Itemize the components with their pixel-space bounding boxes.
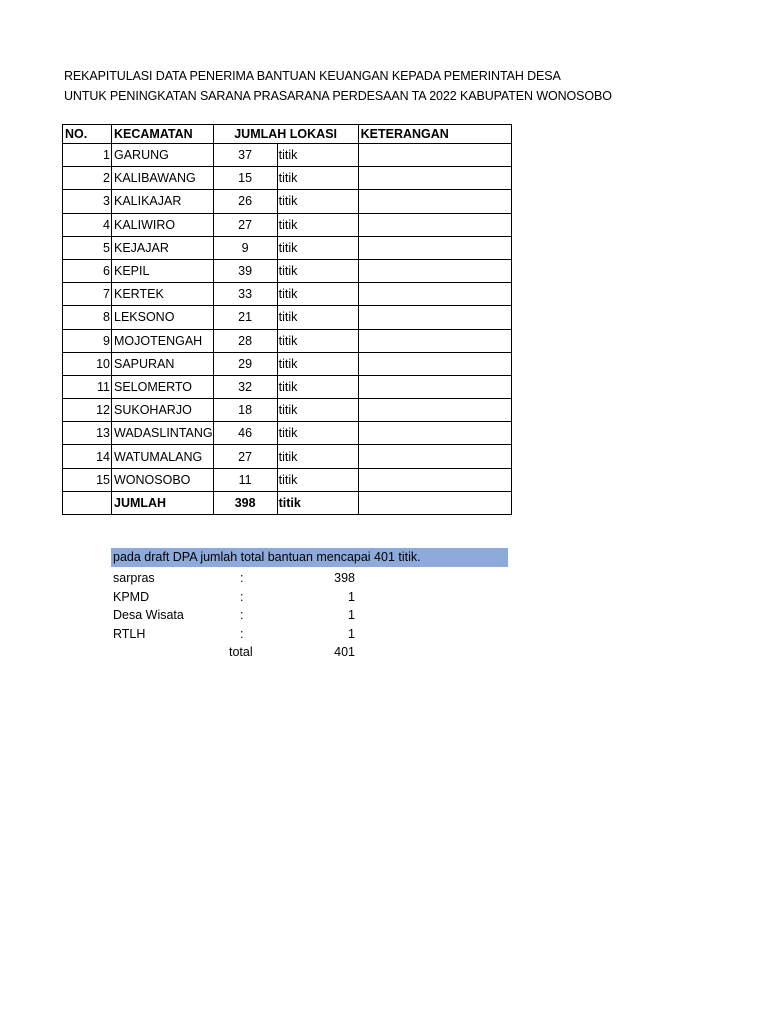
row-kecamatan: WADASLINTANG	[112, 422, 214, 445]
table-row	[63, 329, 512, 352]
row-unit: titik	[277, 422, 358, 445]
row-unit: titik	[277, 445, 358, 468]
header-jumlah-lokasi: JUMLAH LOKASI	[213, 125, 358, 144]
row-kecamatan: KALIWIRO	[112, 213, 214, 236]
summary-item	[0, 569, 768, 587]
row-kecamatan: GARUNG	[112, 144, 214, 167]
row-keterangan	[358, 306, 511, 329]
table-row	[63, 283, 512, 306]
row-kecamatan: KALIBAWANG	[112, 167, 214, 190]
row-no: 13	[63, 422, 112, 445]
header-kecamatan: KECAMATAN	[112, 125, 214, 144]
row-jumlah: 29	[213, 352, 277, 375]
row-kecamatan: KEPIL	[112, 259, 214, 282]
summary-label: RTLH	[113, 626, 146, 641]
row-no: 12	[63, 399, 112, 422]
table-header-row	[63, 125, 512, 144]
summary-label: Desa Wisata	[113, 608, 184, 623]
row-jumlah: 9	[213, 236, 277, 259]
summary-item	[0, 588, 768, 606]
total-keterangan	[358, 491, 511, 514]
row-keterangan	[358, 144, 511, 167]
row-no: 9	[63, 329, 112, 352]
row-keterangan	[358, 213, 511, 236]
row-no: 10	[63, 352, 112, 375]
summary-label: sarpras	[113, 571, 155, 585]
table-row	[63, 445, 512, 468]
row-no: 5	[63, 236, 112, 259]
row-kecamatan: WATUMALANG	[112, 445, 214, 468]
header-no: NO.	[63, 125, 112, 144]
row-keterangan	[358, 329, 511, 352]
row-kecamatan: KEJAJAR	[112, 236, 214, 259]
row-jumlah: 27	[213, 213, 277, 236]
summary-label: KPMD	[113, 589, 150, 604]
summary-value: 398	[334, 571, 355, 585]
row-jumlah: 21	[213, 306, 277, 329]
recap-table	[62, 124, 512, 515]
table-row	[63, 306, 512, 329]
summary-colon: :	[240, 571, 244, 585]
summary-value: 1	[348, 589, 355, 604]
row-keterangan	[358, 190, 511, 213]
table-row	[63, 259, 512, 282]
table-row	[63, 144, 512, 167]
row-keterangan	[358, 283, 511, 306]
row-jumlah: 37	[213, 144, 277, 167]
row-unit: titik	[277, 259, 358, 282]
total-jumlah: 398	[213, 491, 277, 514]
row-keterangan	[358, 352, 511, 375]
row-no: 15	[63, 468, 112, 491]
summary-value: 1	[348, 626, 355, 641]
row-keterangan	[358, 375, 511, 398]
row-unit: titik	[277, 236, 358, 259]
row-jumlah: 46	[213, 422, 277, 445]
row-kecamatan: SELOMERTO	[112, 375, 214, 398]
summary-total-label: total	[229, 645, 253, 660]
row-no: 6	[63, 259, 112, 282]
row-no: 14	[63, 445, 112, 468]
table-total-row	[63, 491, 512, 514]
header-keterangan: KETERANGAN	[358, 125, 511, 144]
row-keterangan	[358, 399, 511, 422]
row-jumlah: 33	[213, 283, 277, 306]
row-unit: titik	[277, 329, 358, 352]
row-kecamatan: SAPURAN	[112, 352, 214, 375]
summary-total-value: 401	[334, 645, 355, 660]
table-row	[63, 468, 512, 491]
table-row	[63, 422, 512, 445]
row-unit: titik	[277, 283, 358, 306]
row-jumlah: 26	[213, 190, 277, 213]
document-title-line-1: REKAPITULASI DATA PENERIMA BANTUAN KEUANGAN KEPADA PEMERINTAH DESA	[64, 69, 561, 83]
row-keterangan	[358, 445, 511, 468]
row-jumlah: 15	[213, 167, 277, 190]
table-row	[63, 375, 512, 398]
summary-colon: :	[240, 626, 244, 641]
table-row	[63, 399, 512, 422]
row-jumlah: 32	[213, 375, 277, 398]
row-keterangan	[358, 468, 511, 491]
row-no: 4	[63, 213, 112, 236]
row-kecamatan: LEKSONO	[112, 306, 214, 329]
table-row	[63, 190, 512, 213]
row-no: 8	[63, 306, 112, 329]
row-unit: titik	[277, 306, 358, 329]
row-kecamatan: KALIKAJAR	[112, 190, 214, 213]
row-unit: titik	[277, 375, 358, 398]
summary-colon: :	[240, 608, 244, 623]
table-row	[63, 352, 512, 375]
row-jumlah: 39	[213, 259, 277, 282]
row-unit: titik	[277, 399, 358, 422]
row-kecamatan: SUKOHARJO	[112, 399, 214, 422]
total-no-cell	[63, 491, 112, 514]
row-no: 3	[63, 190, 112, 213]
row-kecamatan: WONOSOBO	[112, 468, 214, 491]
summary-total-row	[0, 643, 768, 661]
summary-value: 1	[348, 608, 355, 623]
row-no: 1	[63, 144, 112, 167]
total-label: JUMLAH	[112, 491, 214, 514]
row-jumlah: 28	[213, 329, 277, 352]
row-keterangan	[358, 422, 511, 445]
row-kecamatan: KERTEK	[112, 283, 214, 306]
row-unit: titik	[277, 468, 358, 491]
total-unit: titik	[277, 491, 358, 514]
summary-item	[0, 606, 768, 624]
summary-item	[0, 625, 768, 643]
row-no: 11	[63, 375, 112, 398]
row-keterangan	[358, 236, 511, 259]
summary-colon: :	[240, 589, 244, 604]
table-row	[63, 213, 512, 236]
row-unit: titik	[277, 190, 358, 213]
row-no: 7	[63, 283, 112, 306]
table-row	[63, 236, 512, 259]
row-no: 2	[63, 167, 112, 190]
row-unit: titik	[277, 144, 358, 167]
row-kecamatan: MOJOTENGAH	[112, 329, 214, 352]
row-jumlah: 18	[213, 399, 277, 422]
table-row	[63, 167, 512, 190]
row-unit: titik	[277, 167, 358, 190]
row-unit: titik	[277, 213, 358, 236]
dpa-note-highlight: pada draft DPA jumlah total bantuan mencapai 401 titik.	[111, 548, 508, 567]
document-title-line-2: UNTUK PENINGKATAN SARANA PRASARANA PERDESAAN TA 2022 KABUPATEN WONOSOBO	[64, 89, 612, 103]
row-keterangan	[358, 167, 511, 190]
row-jumlah: 11	[213, 468, 277, 491]
row-keterangan	[358, 259, 511, 282]
row-jumlah: 27	[213, 445, 277, 468]
row-unit: titik	[277, 352, 358, 375]
